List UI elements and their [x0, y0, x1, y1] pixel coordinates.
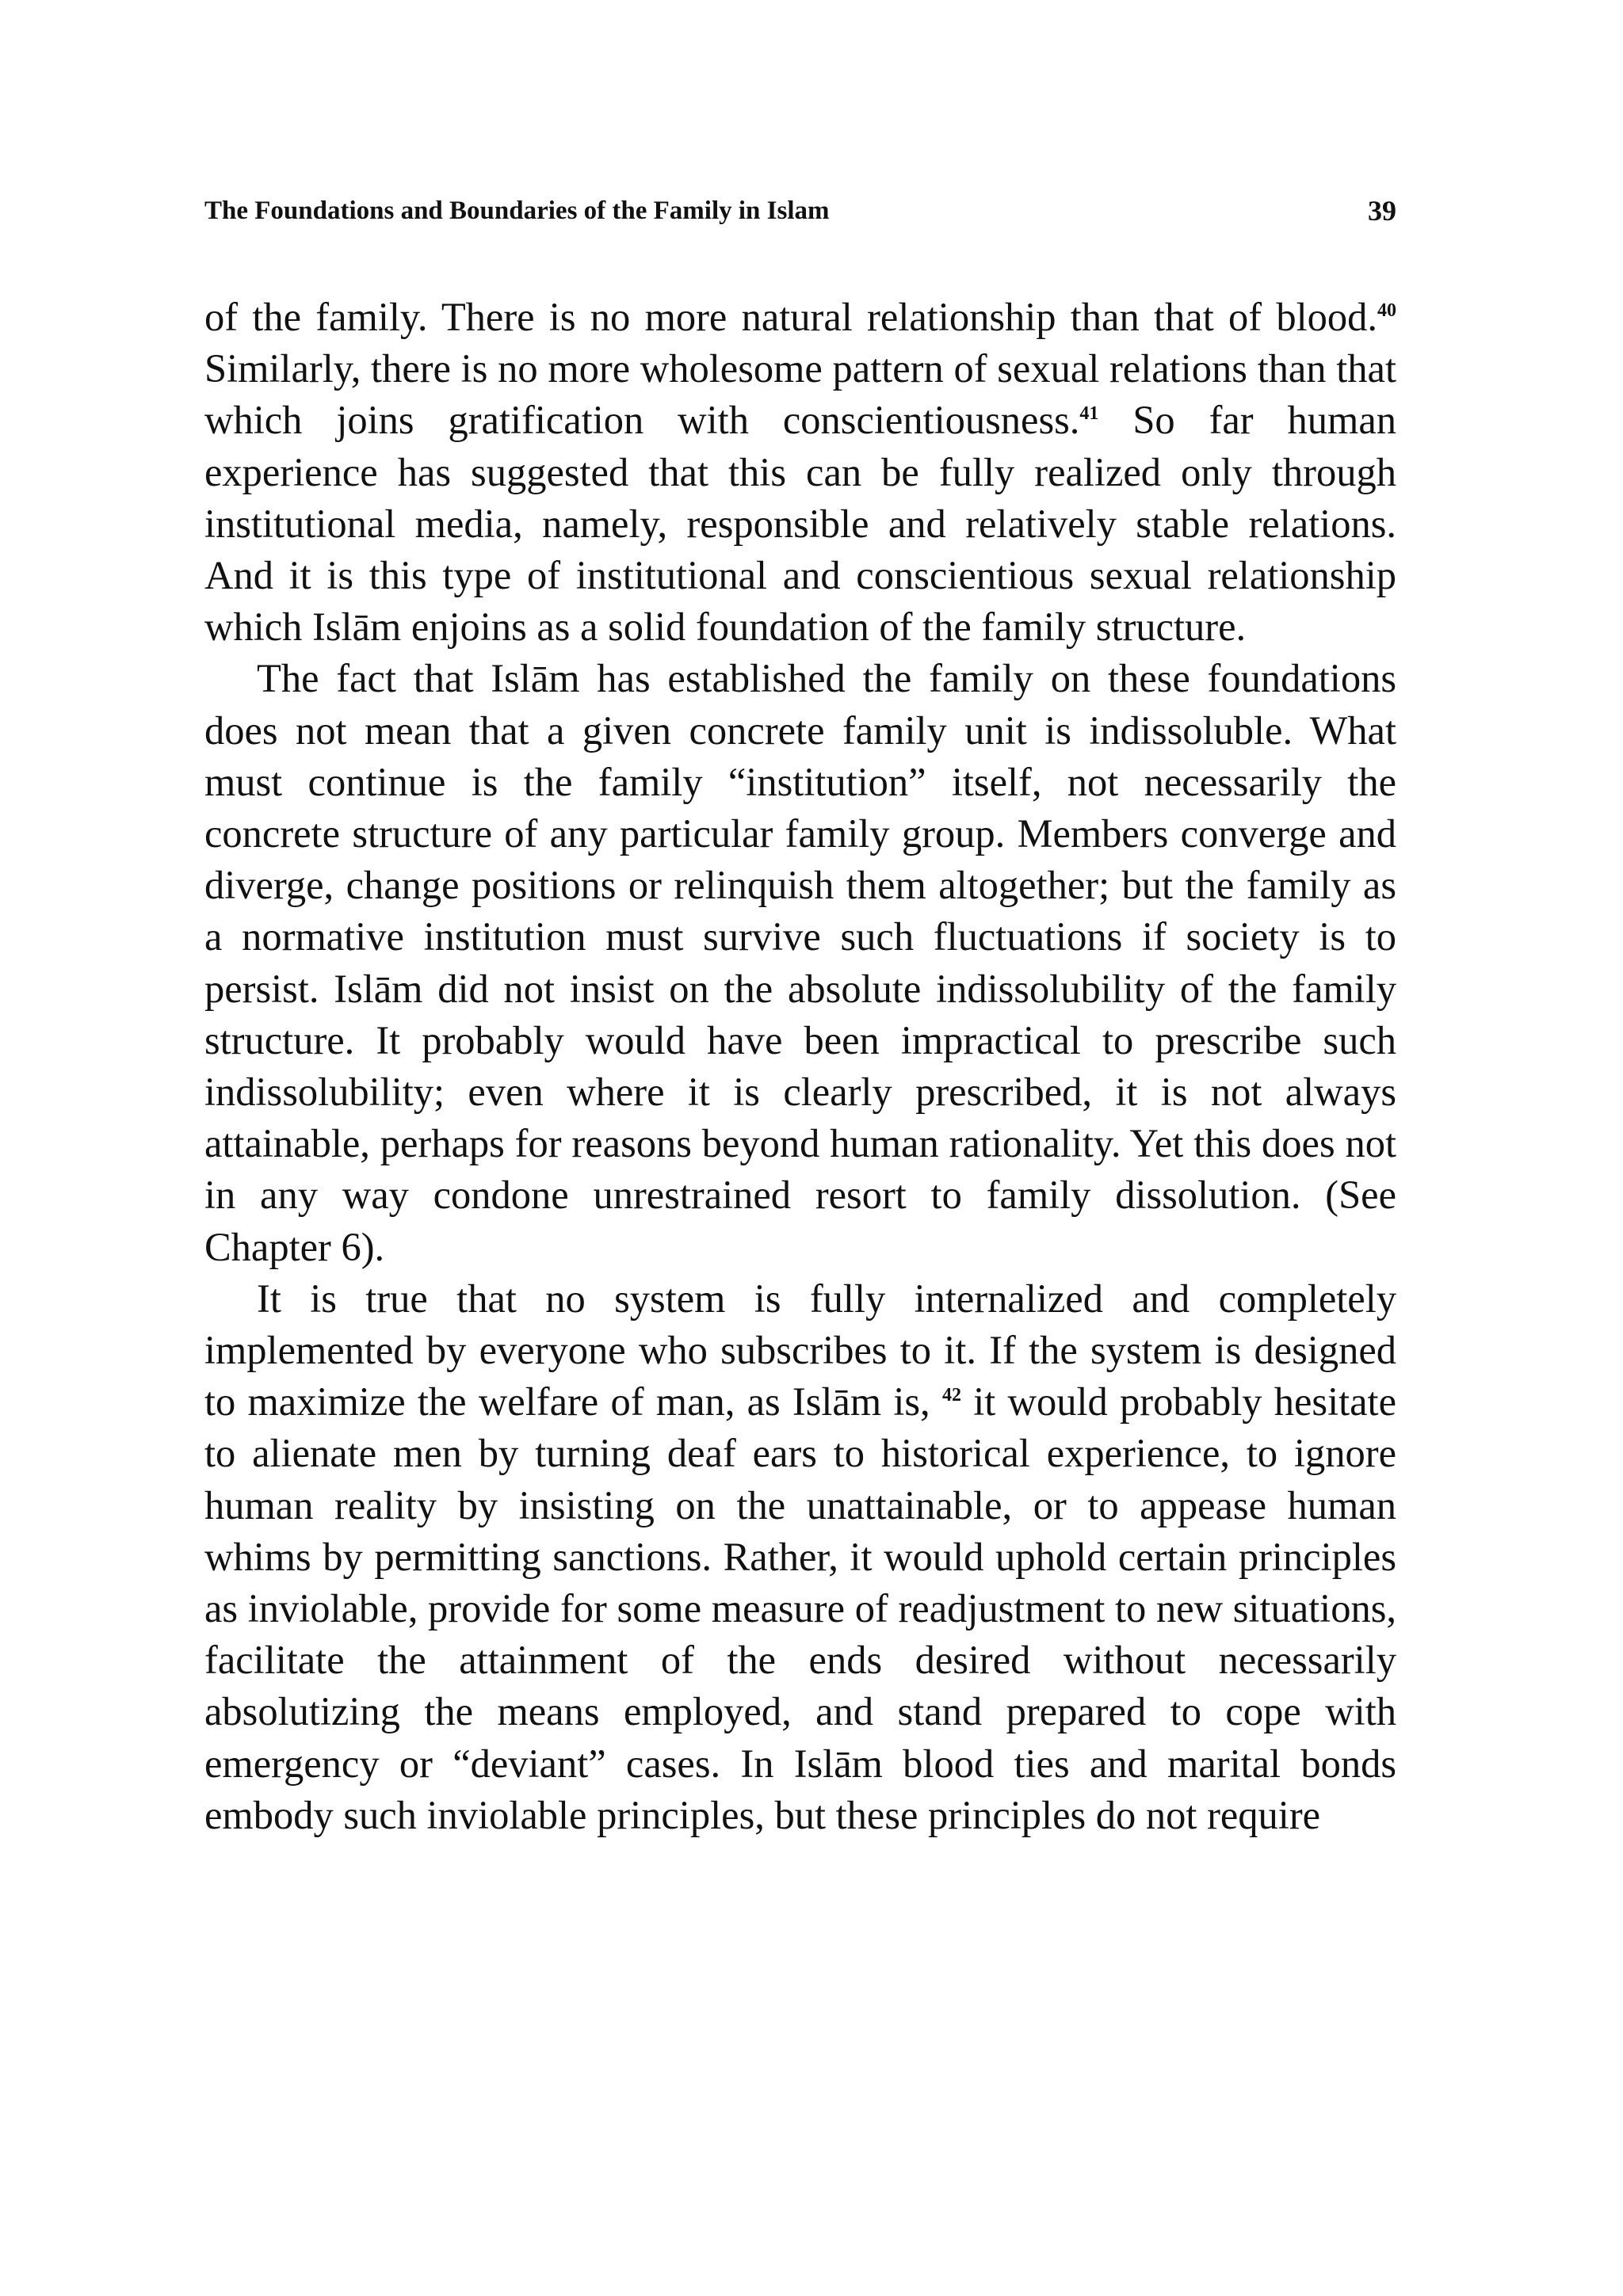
paragraph-1 — [204, 292, 1396, 653]
running-head-title: The Foundations and Boundaries of the Family in Islam — [204, 196, 830, 225]
paragraph-text: Similarly, there is no more wholesome pattern of sexual relations than that which joins gratification with conscientiousness. — [204, 346, 1396, 443]
paragraph-text: it would probably hesitate to alienate men by turning deaf ears to historical experience, to ignore human reality by insisting on the unattainable, or to appease human whims by permitting sanctions. Rather, it would uphold certain principles as inviolable, provide for some measure of readjustment to new situations, facilitate the attainment of the ends desired without necessarily absolutizing the means employed, and stand prepared to cope with emergency or “deviant” cases. In Islām blood ties and marital bonds embody such inviolable principles, but these principles do not require — [204, 1379, 1396, 1837]
paragraph-text: It is true that no system is fully internalized and completely implemented by everyone who subscribes to it. If the system is designed to maximize the welfare of man, as Islām is, — [204, 1276, 1396, 1425]
footnote-marker-42: 42 — [941, 1385, 961, 1406]
body-text — [204, 292, 1396, 1841]
page-number: 39 — [1368, 195, 1396, 227]
paragraph-text: So far human experience has suggested that this can be fully realized only through institutional media, namely, responsible and relatively stable relations. And it is this type of institutional and conscientious sexual relationship which Islām enjoins as a solid foundation of the family structure. — [204, 398, 1396, 650]
footnote-marker-41: 41 — [1079, 403, 1099, 425]
paragraph-2 — [204, 653, 1396, 1272]
paragraph-text: The fact that Islām has established the family on these foundations does not mean that a given concrete family unit is indissoluble. What must continue is the family “institution” itself, not necessarily the concrete structure of any particular family group. Members converge and diverge, change positions or relinquish them altogether; but the family as a normative institution must survive such fluctuations if society is to persist. Islām did not insist on the absolute indissolubility of the family structure. It probably would have been impractical to prescribe such indissolubility; even where it is clearly prescribed, it is not always attainable, perhaps for reasons beyond human rationality. Yet this does not in any way condone unrestrained resort to family dissolution. (See Chapter 6). — [204, 656, 1396, 1269]
footnote-marker-40: 40 — [1377, 300, 1396, 322]
running-head — [204, 190, 1396, 231]
paragraph-3 — [204, 1273, 1396, 1841]
paragraph-text: of the family. There is no more natural relationship than that of blood. — [204, 295, 1377, 339]
